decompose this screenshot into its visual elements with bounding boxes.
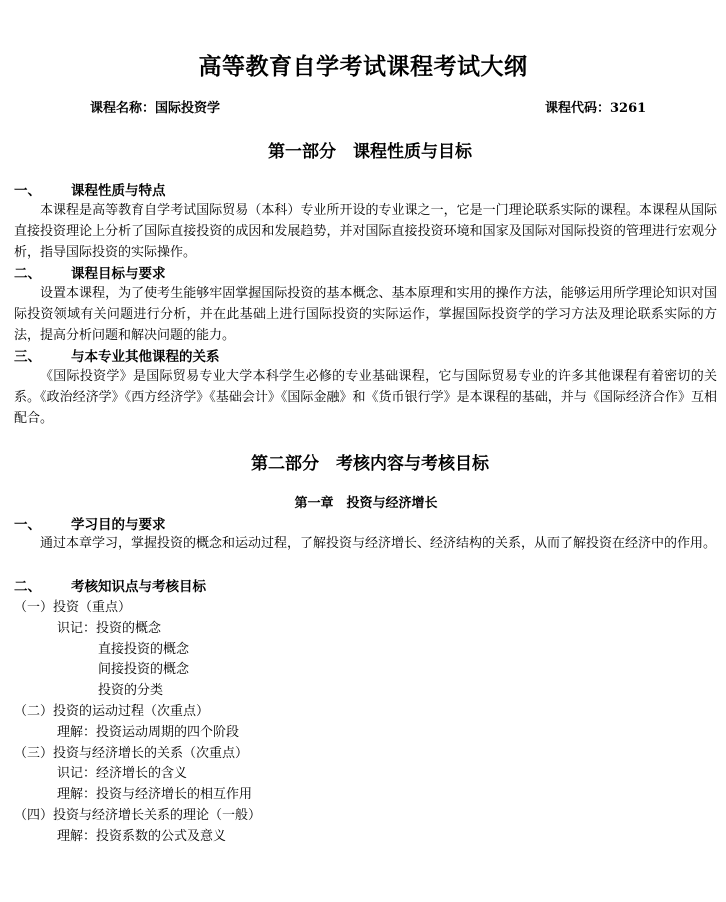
chapter-heading: 第一章 投资与经济增长	[294, 496, 438, 511]
section-number: 二、	[14, 579, 41, 595]
assessment-item: 理解：投资系数的公式及意义	[57, 829, 227, 844]
section-title: 课程目标与要求	[71, 266, 166, 282]
section-paragraph: 本课程是高等教育自学考试国际贸易（本科）专业所开设的专业课之一，它是一门理论联系实际的课程。本课程从国际直接投资理论上分析了国际直接投资的成因和发展趋势，并对国际直接投资环境和国家及国际对国际投资的管理进行宏观分析，指导国际投资的实际操作。	[14, 203, 717, 260]
part-one-heading: 第一部分 课程性质与目标	[268, 142, 472, 162]
section-paragraph: 设置本课程，为了使考生能够牢固掌握国际投资的基本概念、基本原理和实用的操作方法，能够运用所学理论知识对国际投资领域有关问题进行分析，并在此基础上进行国际投资的实际运作，掌握国际投资学的学习方法及理论联系实际的方法，提高分析问题和解决问题的能力。	[14, 286, 717, 343]
section-title: 考核知识点与考核目标	[71, 579, 206, 595]
knowledge-point: （三）投资与经济增长的关系（次重点）	[14, 746, 249, 761]
assessment-item: 理解：投资与经济增长的相互作用	[57, 787, 253, 802]
assessment-item: 投资的分类	[98, 683, 164, 698]
part-two-heading: 第二部分 考核内容与考核目标	[251, 454, 489, 474]
section-number: 一、	[14, 183, 41, 199]
assessment-item: 识记：经济增长的含义	[57, 766, 188, 781]
section-title: 与本专业其他课程的关系	[71, 349, 220, 365]
assessment-item: 识记：投资的概念	[57, 621, 162, 636]
document-title: 高等教育自学考试课程考试大纲	[198, 53, 528, 80]
course-name: 课程名称：国际投资学	[90, 101, 221, 116]
assessment-item: 间接投资的概念	[98, 662, 190, 677]
section-title: 学习目的与要求	[71, 517, 166, 533]
knowledge-point: （四）投资与经济增长关系的理论（一般）	[14, 808, 262, 823]
section-paragraph: 《国际投资学》是国际贸易专业大学本科学生必修的专业基础课程，它与国际贸易专业的许多其他课程有着密切的关系。《政治经济学》《西方经济学》《基础会计》《国际金融》和《货币银行学》是本课程的基础，并与《国际经济合作》互相配合。	[14, 369, 717, 426]
course-code: 课程代码：3261	[545, 101, 647, 116]
knowledge-point: （一）投资（重点）	[14, 600, 132, 615]
assessment-item: 直接投资的概念	[98, 642, 190, 657]
knowledge-point: （二）投资的运动过程（次重点）	[14, 704, 210, 719]
assessment-item: 理解：投资运动周期的四个阶段	[57, 725, 240, 740]
section-paragraph: 通过本章学习，掌握投资的概念和运动过程，了解投资与经济增长、经济结构的关系，从而了解投资在经济中的作用。	[40, 536, 717, 551]
section-number: 三、	[14, 349, 41, 365]
section-number: 一、	[14, 517, 41, 533]
section-number: 二、	[14, 266, 41, 282]
section-title: 课程性质与特点	[71, 183, 166, 199]
